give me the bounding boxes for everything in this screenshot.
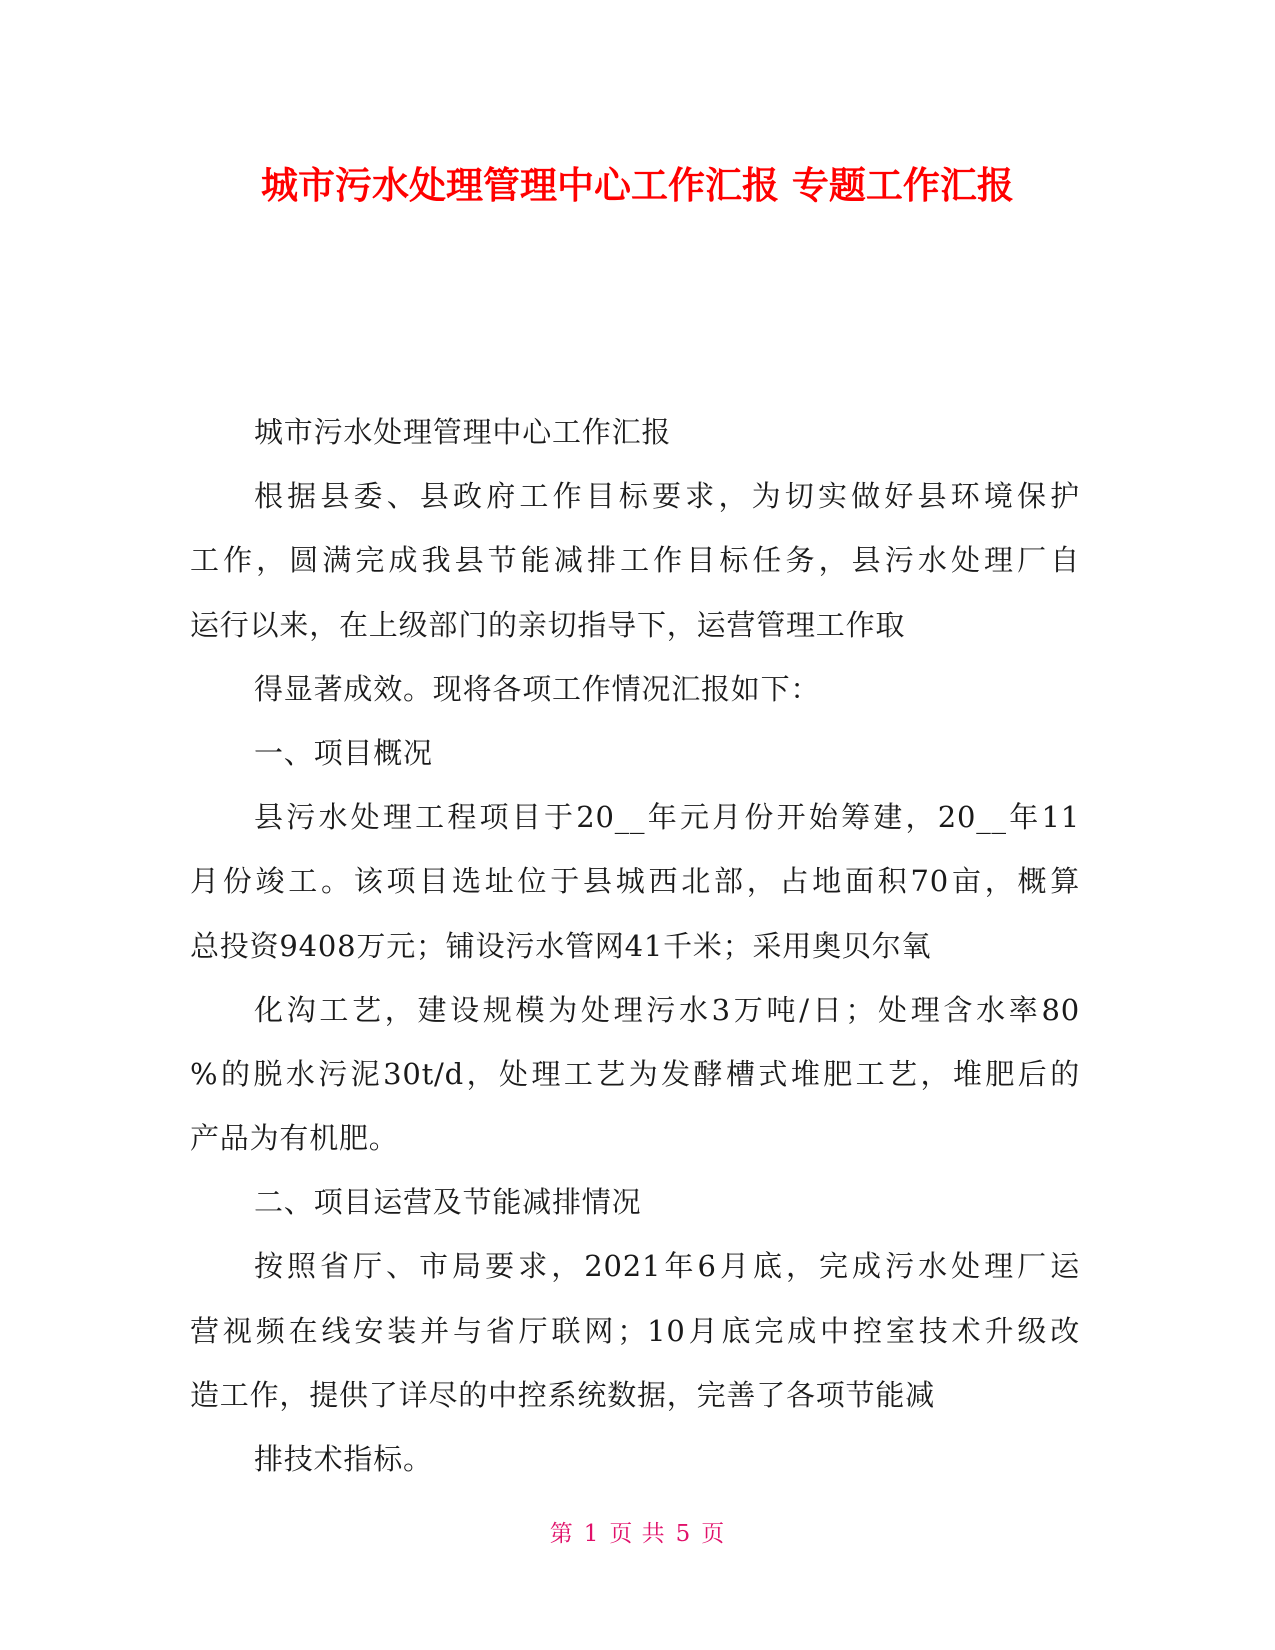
body-line: 根据县委、县政府工作目标要求，为切实做好县环境保护 [254, 479, 1080, 514]
footer-suffix: 页 [701, 1521, 726, 1547]
footer-prefix: 第 [549, 1521, 574, 1547]
body-line: 县污水处理工程项目于20__年元月份开始筹建，20__年11 [254, 800, 1080, 835]
footer-middle: 页 共 [609, 1521, 666, 1547]
body-line: 排技术指标。 [254, 1442, 433, 1476]
body-line: 运行以来，在上级部门的亲切指导下，运营管理工作取 [190, 607, 906, 642]
body-line: 产品为有机肥。 [190, 1121, 399, 1156]
body-line: 工作，圆满完成我县节能减排工作目标任务，县污水处理厂自 [190, 543, 1080, 578]
section-heading: 一、项目概况 [254, 735, 433, 770]
page-number-footer [0, 1515, 1275, 1548]
body-line: 城市污水处理管理中心工作汇报 [254, 415, 672, 449]
body-line: %的脱水污泥30t/d，处理工艺为发酵槽式堆肥工艺，堆肥后的 [190, 1056, 1080, 1091]
footer-current-page: 1 [583, 1521, 600, 1547]
body-line: 总投资9408万元；铺设污水管网41千米；采用奥贝尔氧 [190, 928, 932, 963]
body-line: 得显著成效。现将各项工作情况汇报如下： [254, 671, 821, 706]
body-line: 月份竣工。该项目选址位于县城西北部，占地面积70亩，概算 [190, 864, 1080, 899]
footer-total-pages: 5 [675, 1521, 692, 1547]
document-title: 城市污水处理管理中心工作汇报 专题工作汇报 [261, 164, 1014, 207]
section-heading: 二、项目运营及节能减排情况 [254, 1185, 642, 1220]
body-line: 造工作，提供了详尽的中控系统数据，完善了各项节能减 [190, 1377, 936, 1412]
body-line: 化沟工艺，建设规模为处理污水3万吨/日；处理含水率80 [254, 992, 1080, 1027]
body-line: 营视频在线安装并与省厅联网；10月底完成中控室技术升级改 [190, 1313, 1080, 1348]
body-line: 按照省厅、市局要求，2021年6月底，完成污水处理厂运 [254, 1249, 1080, 1284]
document-body [190, 400, 1080, 1491]
